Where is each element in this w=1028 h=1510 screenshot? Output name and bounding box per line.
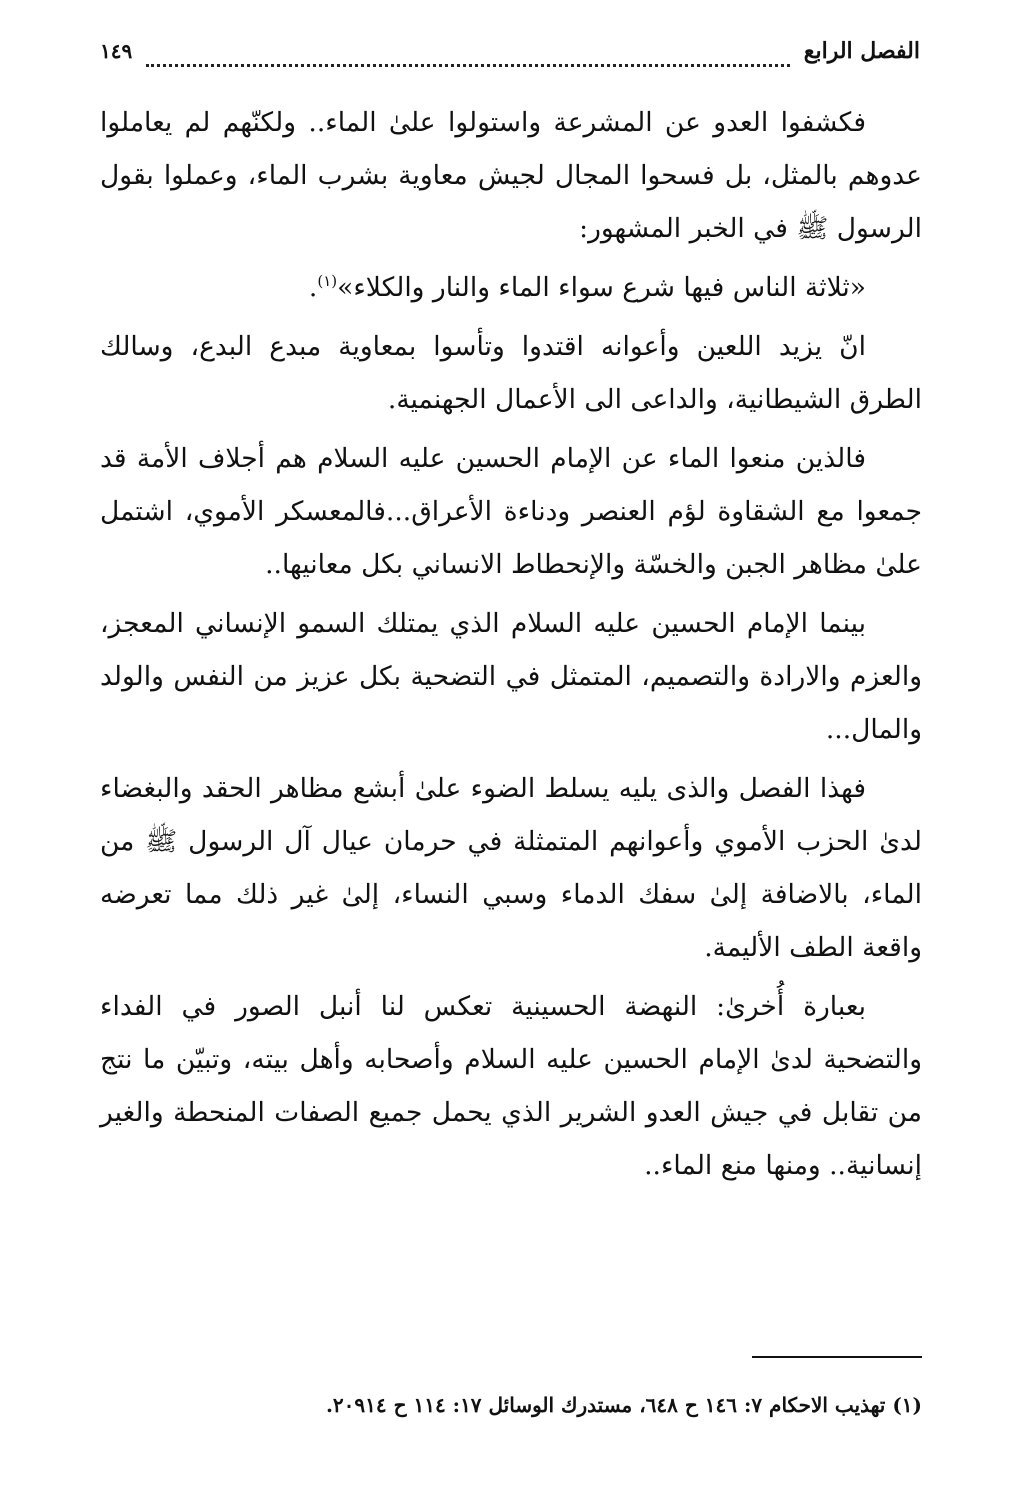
main-text xyxy=(100,96,922,1198)
paragraph-1: فكشفوا العدو عن المشرعة واستولوا علىٰ الماء.. ولكنّهم لم يعاملوا عدوهم بالمثل، بل فسحوا المجال لجيش معاوية بشرب الماء، وعملوا بقول الرسول ﷺ في الخبر المشهور: xyxy=(100,107,922,244)
paragraph-4: فالذين منعوا الماء عن الإمام الحسين عليه السلام هم أجلاف الأمة قد جمعوا مع الشقاوة لؤم العنصر ودناءة الأعراق...فالمعسكر الأموي، اشتمل علىٰ مظاهر الجبن والخسّة والإنحطاط الانساني بكل معانيها.. xyxy=(100,443,922,580)
paragraph-5: بينما الإمام الحسين عليه السلام الذي يمتلك السمو الإنساني المعجز، والعزم والارادة والتصميم، المتمثل في التضحية بكل عزيز من النفس والولد والمال... xyxy=(100,608,922,745)
paragraph-6: فهذا الفصل والذى يليه يسلط الضوء علىٰ أبشع مظاهر الحقد والبغضاء لدىٰ الحزب الأموي وأعوانهم المتمثلة في حرمان عيال آل الرسول ﷺ من الماء، بالاضافة إلىٰ سفك الدماء وسبي النساء، إلىٰ غير ذلك مما تعرضه واقعة الطف الأليمة. xyxy=(100,773,922,963)
quote-paragraph: «ثلاثة الناس فيها شرع سواء الماء والنار والكلاء»$^{(١)}$. xyxy=(308,272,866,303)
page-number: ١٤٩ xyxy=(100,39,133,63)
footnote: (١) تهذيب الاحكام ٧: ١٤٦ ح ٦٤٨، مستدرك الوسائل ١٧: ١١٤ ح ٢٠٩١٤. xyxy=(325,1393,922,1417)
paragraph-3: انّ يزيد اللعين وأعوانه اقتدوا وتأسوا بمعاوية مبدع البدع، وسالك الطرق الشيطانية، والداعى الى الأعمال الجهنمية. xyxy=(100,331,922,415)
page-header xyxy=(100,38,920,78)
footnote-reference: (١) xyxy=(317,272,338,291)
header-leader-dots xyxy=(146,50,790,67)
quote-text: «ثلاثة الناس فيها شرع سواء الماء والنار والكلاء» xyxy=(337,272,866,303)
footnote-separator xyxy=(752,1356,922,1358)
paragraph-7: بعبارة أُخرىٰ: النهضة الحسينية تعكس لنا أنبل الصور في الفداء والتضحية لدىٰ الإمام الحسين عليه السلام وأصحابه وأهل بيته، وتبيّن ما نتج من تقابل في جيش العدو الشرير الذي يحمل جميع الصفات المنحطة والغير إنسانية.. ومنها منع الماء.. xyxy=(100,991,922,1181)
chapter-title: الفصل الرابع xyxy=(803,38,920,64)
